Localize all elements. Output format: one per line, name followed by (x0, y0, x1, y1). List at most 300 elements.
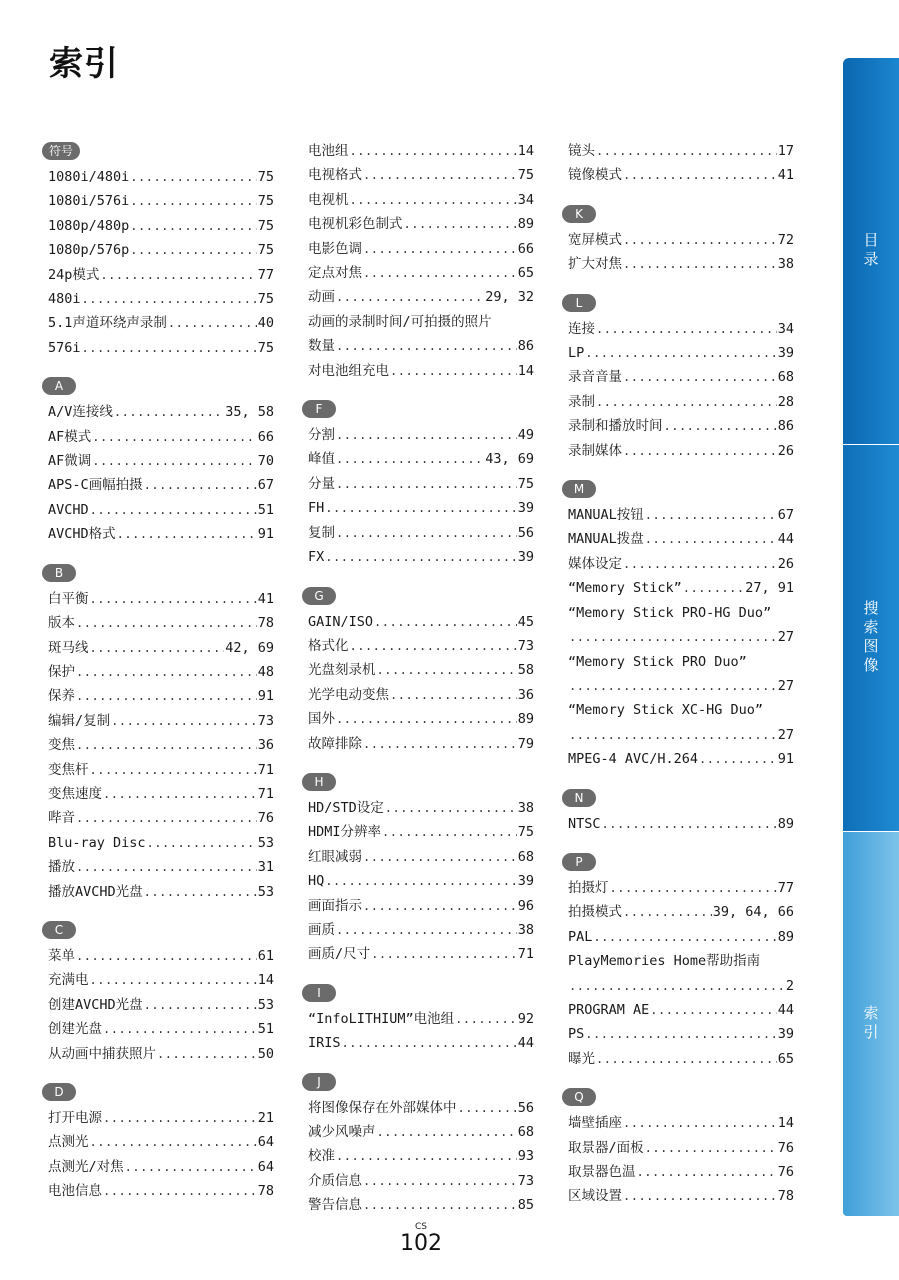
index-entry[interactable] (48, 263, 274, 287)
dot-leader (596, 317, 777, 341)
index-entry[interactable] (308, 683, 534, 707)
index-entry[interactable] (308, 496, 534, 520)
entry-term: “Memory Stick PRO Duo” (568, 653, 747, 670)
index-entry[interactable] (308, 845, 534, 869)
entry-term: 播放 (48, 859, 75, 876)
language-code: CS (415, 1222, 427, 1232)
dot-leader (404, 212, 517, 236)
entry-term: 警告信息 (308, 1197, 362, 1214)
entry-page: 67 (257, 477, 274, 494)
entry-page: 56 (517, 524, 534, 541)
index-entry[interactable] (48, 1042, 274, 1066)
index-entry[interactable] (308, 447, 534, 471)
entry-term: 电影色调 (308, 240, 362, 257)
index-entry[interactable] (48, 1106, 274, 1130)
index-section (568, 1085, 794, 1209)
index-entry[interactable] (308, 237, 534, 261)
entry-page: 78 (257, 1183, 274, 1200)
index-entry[interactable] (568, 1160, 794, 1184)
page-footer (0, 1222, 842, 1256)
entry-page: 71 (517, 946, 534, 963)
index-column-1 (48, 139, 274, 1218)
entry-term: “Memory Stick” (568, 580, 682, 597)
entry-term: 镜头 (568, 143, 595, 159)
dot-leader (117, 522, 257, 546)
index-entry[interactable] (568, 228, 794, 252)
index-entry[interactable] (568, 876, 794, 900)
index-entry[interactable] (48, 611, 274, 635)
entry-term: “Memory Stick PRO-HG Duo” (568, 604, 772, 621)
dot-leader (336, 334, 517, 358)
entry-term: PS (568, 1026, 585, 1043)
entry-page: 75 (257, 217, 274, 234)
dot-leader (363, 894, 517, 918)
dot-leader (610, 876, 777, 900)
index-entry[interactable] (48, 806, 274, 830)
index-entry[interactable] (48, 831, 274, 855)
index-entry[interactable] (308, 139, 534, 163)
dot-leader (569, 723, 777, 747)
entry-page: 92 (517, 1010, 534, 1027)
index-entry[interactable] (308, 796, 534, 820)
entry-page: 51 (257, 1021, 274, 1038)
dot-leader (76, 684, 257, 708)
entry-page: 14 (517, 143, 534, 159)
dot-leader (76, 944, 257, 968)
dot-leader (144, 993, 257, 1017)
index-entry[interactable] (568, 365, 794, 389)
entry-page: 76 (777, 1139, 794, 1156)
entry-page: 39 (517, 500, 534, 517)
entry-term: 画质/尺寸 (308, 946, 371, 963)
section-letter-badge: G (302, 587, 336, 605)
entry-term: HDMI分辨率 (308, 824, 382, 841)
index-entry[interactable] (48, 287, 274, 311)
dot-leader (593, 925, 776, 949)
dot-leader (596, 139, 777, 163)
index-entry[interactable] (48, 944, 274, 968)
entry-term: 打开电源 (48, 1110, 102, 1126)
index-entry[interactable] (308, 285, 534, 309)
section-letter-badge: N (562, 789, 596, 807)
index-entry[interactable] (568, 1022, 794, 1046)
index-entry[interactable] (308, 212, 534, 236)
entry-page: 65 (517, 265, 534, 282)
entry-term: MANUAL按钮 (568, 507, 644, 524)
entry-term: 取景器色温 (568, 1164, 636, 1180)
dot-leader (363, 163, 517, 187)
index-entry[interactable] (308, 732, 534, 756)
dot-leader (623, 1111, 777, 1135)
entry-term: 光学电动变焦 (308, 686, 389, 703)
entry-term: 分量 (308, 475, 335, 492)
entry-page: 75 (257, 291, 274, 308)
dot-leader (76, 855, 257, 879)
entry-page: 75 (517, 167, 534, 184)
entry-page: 51 (257, 501, 274, 518)
index-entry[interactable] (48, 1155, 274, 1179)
index-entry[interactable] (308, 545, 534, 569)
section-letter-badge: Q (562, 1088, 596, 1106)
entry-page: 39 (517, 873, 534, 890)
index-entry-term[interactable] (568, 698, 794, 722)
dot-leader (390, 359, 517, 383)
dot-leader (455, 1007, 517, 1031)
index-entry[interactable] (308, 658, 534, 682)
index-entry[interactable] (48, 758, 274, 782)
entry-term: HD/STD设定 (308, 799, 384, 816)
index-entry[interactable] (48, 449, 274, 473)
entry-page: 75 (517, 824, 534, 841)
index-entry[interactable] (48, 498, 274, 522)
index-entry[interactable] (308, 1007, 534, 1031)
index-section (308, 397, 534, 569)
tab-index[interactable]: 索引 (843, 832, 899, 1216)
tab-table-of-contents[interactable]: 目录 (843, 58, 899, 444)
index-entry[interactable] (568, 439, 794, 463)
dot-leader (350, 634, 517, 658)
index-entry[interactable] (308, 1120, 534, 1144)
index-entry[interactable] (48, 336, 274, 360)
dot-leader (90, 636, 225, 660)
index-entry[interactable] (568, 998, 794, 1022)
entry-term: 墙壁插座 (568, 1115, 622, 1132)
index-entry[interactable] (568, 900, 794, 924)
index-entry[interactable] (48, 311, 274, 335)
entry-page: 68 (777, 369, 794, 386)
tab-search-images[interactable]: 搜索图像 (843, 445, 899, 831)
index-entry[interactable] (48, 473, 274, 497)
entry-term: 将图像保存在外部媒体中 (308, 1099, 457, 1116)
entry-page: 77 (777, 879, 794, 896)
index-entry[interactable] (308, 1096, 534, 1120)
dot-leader (125, 1155, 257, 1179)
dot-leader (382, 820, 517, 844)
entry-term: 区域设置 (568, 1188, 622, 1205)
index-entry[interactable] (568, 503, 794, 527)
index-entry[interactable] (48, 684, 274, 708)
dot-leader (645, 527, 777, 551)
index-entry[interactable] (48, 1179, 274, 1203)
index-entry[interactable] (308, 334, 534, 358)
entry-page: 91 (777, 751, 794, 768)
entry-term: 电视格式 (308, 167, 362, 184)
entry-page: 68 (517, 1124, 534, 1140)
entry-page: 27 (777, 629, 794, 646)
entry-page: 89 (777, 928, 794, 945)
entry-page: 86 (517, 338, 534, 355)
section-letter-badge: A (42, 377, 76, 395)
index-entry[interactable] (308, 423, 534, 447)
index-entry[interactable] (568, 552, 794, 576)
index-entry[interactable] (48, 587, 274, 611)
index-entry[interactable] (568, 163, 794, 187)
section-letter-badge: H (302, 773, 336, 791)
index-entry[interactable] (48, 733, 274, 757)
index-entry[interactable] (568, 527, 794, 551)
index-entry[interactable] (308, 1144, 534, 1168)
entry-term: AVCHD (48, 501, 89, 518)
entry-page: 96 (517, 897, 534, 914)
dot-leader (76, 660, 257, 684)
index-section (308, 981, 534, 1056)
entry-page: 34 (777, 320, 794, 337)
dot-leader (623, 163, 777, 187)
entry-term: 峰值 (308, 451, 335, 468)
index-entry[interactable] (308, 820, 534, 844)
entry-term: 斑马线 (48, 639, 89, 656)
entry-page: 73 (517, 1172, 534, 1189)
dot-leader (130, 189, 256, 213)
section-letter-badge: 符号 (42, 142, 80, 160)
index-entry[interactable] (48, 993, 274, 1017)
entry-page: 53 (257, 883, 274, 900)
index-entry[interactable] (48, 165, 274, 189)
index-entry[interactable] (308, 188, 534, 212)
index-entry[interactable] (308, 707, 534, 731)
index-section (48, 918, 274, 1066)
index-entry[interactable] (568, 674, 794, 698)
entry-page: 79 (517, 735, 534, 752)
index-entry[interactable] (48, 189, 274, 213)
entry-term: 格式化 (308, 637, 349, 654)
dot-leader (82, 336, 257, 360)
index-entry[interactable] (308, 918, 534, 942)
index-entry[interactable] (48, 1017, 274, 1041)
section-letter-badge: P (562, 853, 596, 871)
entry-term: 版本 (48, 615, 75, 632)
index-section (48, 1080, 274, 1204)
entry-term: 动画 (308, 289, 335, 306)
index-section (568, 202, 794, 277)
index-section (568, 477, 794, 771)
index-entry[interactable] (308, 472, 534, 496)
index-section (48, 139, 274, 360)
index-entry[interactable] (568, 1047, 794, 1071)
dot-leader (683, 576, 744, 600)
entry-term: FH (308, 500, 325, 517)
dot-leader (363, 732, 517, 756)
entry-page: 49 (517, 427, 534, 444)
index-entry[interactable] (568, 414, 794, 438)
section-letter-badge: I (302, 984, 336, 1002)
entry-term: 镜像模式 (568, 167, 622, 184)
dot-leader (363, 237, 517, 261)
dot-leader (103, 1106, 257, 1130)
index-entry[interactable] (568, 1136, 794, 1160)
index-entry[interactable] (48, 709, 274, 733)
index-entry-term[interactable] (308, 310, 534, 334)
index-entry[interactable] (568, 317, 794, 341)
entry-term: 画面指示 (308, 897, 362, 914)
entry-page: 14 (517, 362, 534, 379)
index-entry[interactable] (568, 1184, 794, 1208)
dot-leader (650, 998, 776, 1022)
index-entry-term[interactable] (568, 601, 794, 625)
dot-leader (336, 1144, 517, 1168)
entry-term: 录制和播放时间 (568, 418, 663, 435)
dot-leader (363, 261, 517, 285)
index-entry[interactable] (48, 214, 274, 238)
entry-term: 动画的录制时间/可拍摄的照片 (308, 313, 492, 330)
entry-term: 画质 (308, 921, 335, 938)
entry-term: 拍摄模式 (568, 904, 622, 921)
entry-term: 光盘刻录机 (308, 662, 376, 679)
entry-term: 保养 (48, 688, 75, 705)
index-entry[interactable] (48, 636, 274, 660)
entry-term: MPEG-4 AVC/H.264 (568, 751, 699, 768)
dot-leader (336, 521, 517, 545)
dot-leader (602, 812, 777, 836)
index-entry[interactable] (568, 576, 794, 600)
entry-term: AF微调 (48, 453, 92, 470)
index-entry[interactable] (48, 782, 274, 806)
entry-term: 录制 (568, 393, 595, 410)
entry-term: 电视机彩色制式 (308, 216, 403, 233)
index-entry[interactable] (48, 400, 274, 424)
dot-leader (377, 658, 517, 682)
index-entry[interactable] (568, 252, 794, 276)
dot-leader (144, 473, 257, 497)
entry-term: 变焦速度 (48, 785, 102, 802)
entry-page: 72 (777, 231, 794, 248)
entry-term: 1080i/576i (48, 193, 130, 210)
index-section (308, 584, 534, 756)
entry-page: 27, 91 (745, 580, 794, 597)
entry-page: 44 (777, 531, 794, 548)
entry-term: IRIS (308, 1035, 341, 1052)
index-entry[interactable] (48, 880, 274, 904)
index-entry[interactable] (308, 1031, 534, 1055)
index-entry[interactable] (48, 660, 274, 684)
section-letter-badge: M (562, 480, 596, 498)
entry-term: PlayMemories Home帮助指南 (568, 953, 761, 970)
index-section (308, 770, 534, 967)
index-column-3 (568, 139, 794, 1223)
entry-term: 介质信息 (308, 1172, 362, 1189)
dot-leader (336, 447, 484, 471)
index-section (568, 291, 794, 463)
dot-leader (76, 806, 257, 830)
index-entry[interactable] (308, 359, 534, 383)
index-entry[interactable] (308, 869, 534, 893)
index-entry[interactable] (568, 341, 794, 365)
index-entry[interactable] (48, 1130, 274, 1154)
index-entry-term[interactable] (568, 650, 794, 674)
index-entry[interactable] (308, 163, 534, 187)
entry-page: 75 (257, 242, 274, 259)
index-entry[interactable] (48, 522, 274, 546)
dot-leader (569, 974, 785, 998)
entry-page: 70 (257, 453, 274, 470)
dot-leader (458, 1096, 517, 1120)
index-entry[interactable] (308, 1193, 534, 1217)
entry-page: 44 (517, 1035, 534, 1052)
index-entry[interactable] (568, 974, 794, 998)
index-entry[interactable] (308, 521, 534, 545)
entry-page: 21 (257, 1110, 274, 1126)
index-entry[interactable] (48, 855, 274, 879)
dot-leader (623, 252, 777, 276)
index-entry[interactable] (48, 238, 274, 262)
index-entry[interactable] (308, 1169, 534, 1193)
entry-page: 26 (777, 442, 794, 459)
index-section (568, 850, 794, 1071)
entry-page: 91 (257, 526, 274, 543)
index-entry[interactable] (568, 390, 794, 414)
dot-leader (90, 1130, 257, 1154)
dot-leader (336, 285, 484, 309)
index-entry[interactable] (568, 925, 794, 949)
index-entry[interactable] (568, 812, 794, 836)
section-letter-badge: L (562, 294, 596, 312)
entry-page: 39 (777, 345, 794, 362)
entry-page: 67 (777, 507, 794, 524)
entry-term: 拍摄灯 (568, 879, 609, 896)
index-entry[interactable] (568, 747, 794, 771)
index-column-2 (308, 139, 534, 1232)
dot-leader (350, 188, 517, 212)
dot-leader (147, 831, 257, 855)
entry-term: 减少风噪声 (308, 1124, 376, 1140)
entry-term: 宽屏模式 (568, 231, 622, 248)
section-letter-badge: C (42, 921, 76, 939)
entry-page: 66 (257, 428, 274, 445)
section-letter-badge: B (42, 564, 76, 582)
dot-leader (103, 782, 257, 806)
entry-page: 45 (517, 613, 534, 630)
index-entry[interactable] (308, 634, 534, 658)
index-entry[interactable] (48, 425, 274, 449)
entry-page: 86 (777, 418, 794, 435)
index-entry[interactable] (568, 1111, 794, 1135)
dot-leader (390, 683, 517, 707)
index-entry[interactable] (568, 139, 794, 163)
entry-term: 播放AVCHD光盘 (48, 883, 143, 900)
entry-page: 43, 69 (485, 451, 534, 468)
entry-page: 41 (777, 167, 794, 184)
dot-leader (90, 758, 257, 782)
entry-page: 75 (257, 339, 274, 356)
entry-page: 38 (517, 799, 534, 816)
entry-page: 14 (257, 972, 274, 989)
dot-leader (325, 545, 516, 569)
dot-leader (623, 900, 712, 924)
index-entry[interactable] (48, 968, 274, 992)
entry-page: 27 (777, 726, 794, 743)
entry-term: 扩大对焦 (568, 256, 622, 273)
index-entry[interactable] (308, 942, 534, 966)
entry-term: 576i (48, 339, 81, 356)
index-entry[interactable] (308, 894, 534, 918)
entry-term: HQ (308, 873, 325, 890)
index-entry[interactable] (568, 723, 794, 747)
dot-leader (103, 1017, 257, 1041)
entry-page: 77 (257, 266, 274, 283)
entry-page: 66 (517, 240, 534, 257)
entry-page: 28 (777, 393, 794, 410)
index-entry[interactable] (568, 625, 794, 649)
side-navigation (843, 58, 899, 1216)
dot-leader (76, 611, 257, 635)
index-entry[interactable] (308, 610, 534, 634)
entry-term: GAIN/ISO (308, 613, 374, 630)
index-entry-term[interactable] (568, 949, 794, 973)
index-entry[interactable] (308, 261, 534, 285)
entry-term: APS-C画幅拍摄 (48, 477, 143, 494)
dot-leader (623, 552, 777, 576)
entry-page: 75 (257, 193, 274, 210)
